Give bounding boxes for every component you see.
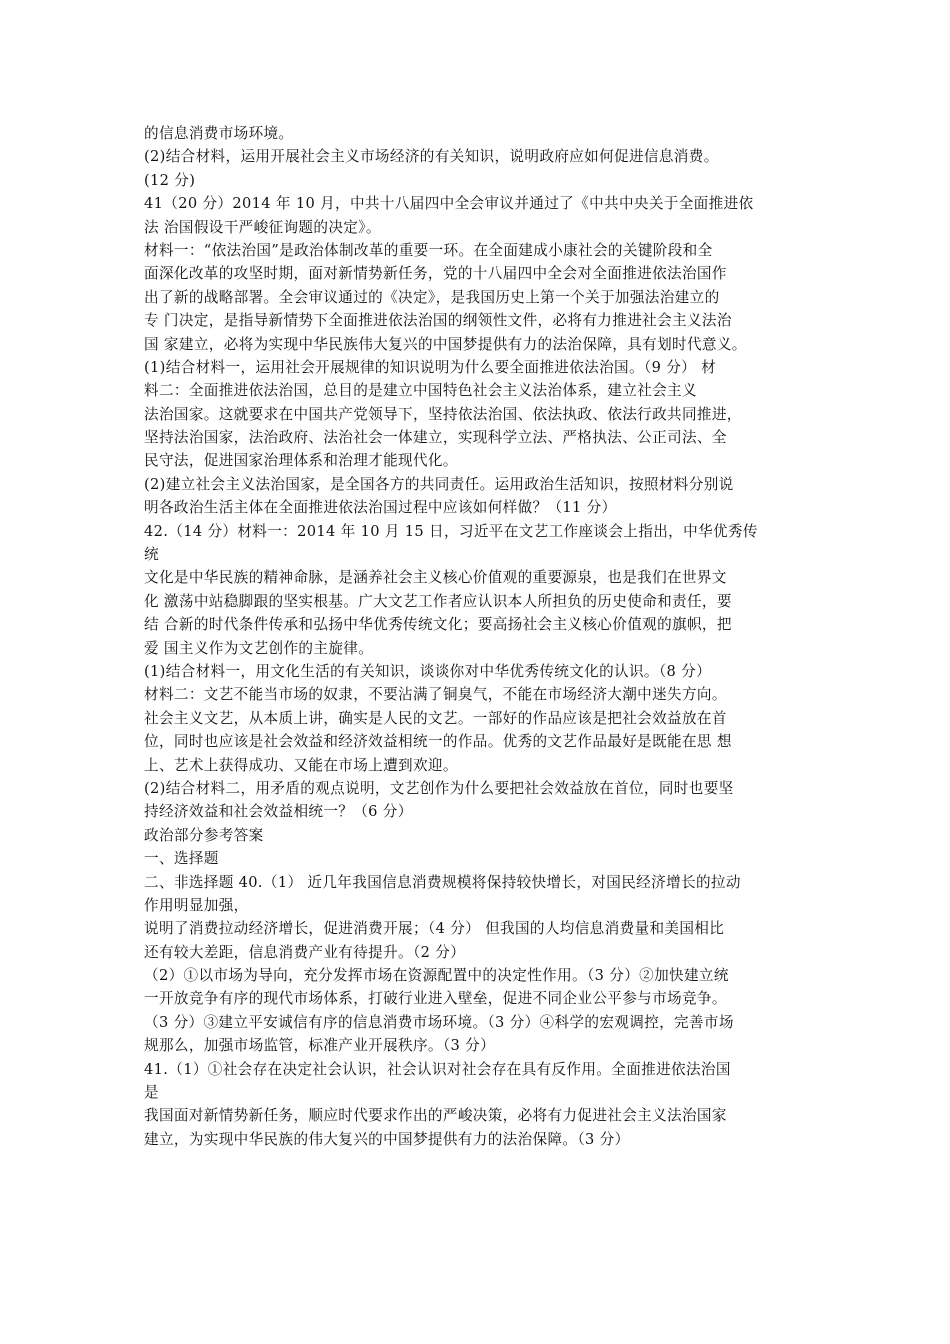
text-line: 二、非选择题 40.（1） 近几年我国信息消费规模将保持较快增长，对国民经济增长的拉动 (144, 873, 741, 891)
text-line: 出了新的战略部署。全会审议通过的《决定》，是我国历史上第一个关于加强法治建立的 (144, 288, 720, 306)
text-line: 法治国家。这就要求在中国共产党领导下，坚持依法治国、依法执政、依法行政共同推进， (144, 405, 742, 423)
text-line: 民守法，促进国家治理体系和治理才能现代化。 (144, 452, 458, 470)
document-body (144, 122, 824, 1151)
text-line: 建立，为实现中华民族的伟大复兴的中国梦提供有力的法治保障。（3 分） (144, 1130, 630, 1148)
text-line: 的信息消费市场环境。 (144, 125, 294, 142)
text-line: 明各政治生活主体在全面推进依法治国过程中应该如何样做？（11 分） (144, 499, 617, 517)
text-line: (2)建立社会主义法治国家，是全国各方的共同责任。运用政治生活知识，按照材料分别说 (144, 475, 734, 493)
text-line: 法 治国假设干严峻征询题的决定》。 (144, 218, 381, 236)
text-line: （3 分）③建立平安诚信有序的信息消费市场环境。（3 分）④科学的宏观调控，完善市场 (144, 1013, 734, 1031)
text-line: 结 合新的时代条件传承和弘扬中华优秀传统文化；要高扬社会主义核心价值观的旗帜，把 (144, 616, 732, 634)
text-line: 41.（1）①社会存在决定社会认识，社会认识对社会存在具有反作用。全面推进依法治国 (144, 1060, 731, 1078)
text-line: 上、艺术上获得成功、又能在市场上遭到欢迎。 (144, 756, 458, 774)
text-line: 材料二：文艺不能当市场的奴隶，不要沾满了铜臭气，不能在市场经济大潮中迷失方向。 (144, 686, 727, 704)
text-line: 我国面对新情势新任务，顺应时代要求作出的严峻决策，必将有力促进社会主义法治国家 (144, 1107, 727, 1125)
text-line: (1)结合材料一，运用社会开展规律的知识说明为什么要全面推进依法治国。（9 分） 材 (144, 358, 717, 376)
text-line: 专 门决定，是指导新情势下全面推进依法治国的纲领性文件，必将有力推进社会主义法治 (144, 312, 732, 330)
text-line: 规那么，加强市场监管，标准产业开展秩序。（3 分） (144, 1037, 496, 1055)
text-line: 是 (144, 1084, 159, 1102)
text-line: (2)结合材料二，用矛盾的观点说明，文艺创作为什么要把社会效益放在首位，同时也要坚 (144, 779, 734, 797)
text-line: (12 分) (144, 171, 196, 189)
text-line: （2）①以市场为导向，充分发挥市场在资源配置中的决定性作用。（3 分）②加快建立统 (144, 967, 729, 985)
text-line: 坚持法治国家，法治政府、法治社会一体建立，实现科学立法、严格执法、公正司法、全 (144, 429, 727, 447)
text-line: 文化是中华民族的精神命脉，是涵养社会主义核心价值观的重要源泉，也是我们在世界文 (144, 569, 727, 587)
text-line: 一开放竞争有序的现代市场体系，打破行业进入壁垒，促进不同企业公平参与市场竞争。 (144, 990, 727, 1008)
text-line: 面深化改革的攻坚时期，面对新情势新任务，党的十八届四中全会对全面推进依法治国作 (144, 265, 727, 283)
text-line: 爱 国主义作为文艺创作的主旋律。 (144, 639, 374, 657)
text-line: 化 激荡中站稳脚跟的坚实根基。广大文艺工作者应认识本人所担负的历史使命和责任，要 (144, 592, 732, 610)
text-line: 统 (144, 546, 159, 564)
text-line: (1)结合材料一，用文化生活的有关知识，谈谈你对中华优秀传统文化的认识。（8 分） (144, 662, 712, 680)
text-line: 位，同时也应该是社会效益和经济效益相统一的作品。优秀的文艺作品最好是既能在思 想 (144, 733, 732, 751)
text-line: 42.（14 分）材料一：2014 年 10 月 15 日，习近平在文艺工作座谈会上指出，中华优秀传 (144, 522, 758, 540)
text-line: (2)结合材料，运用开展社会主义市场经济的有关知识，说明政府应如何促进信息消费。 (144, 148, 719, 166)
text-line: 41（20 分）2014 年 10 月，中共十八届四中全会审议并通过了《中共中央关于全面推进依 (144, 195, 754, 213)
text-line: 还有较大差距，信息消费产业有待提升。（2 分） (144, 943, 466, 961)
text-line: 一、选择题 (144, 850, 219, 868)
text-line: 持经济效益和社会效益相统一？（6 分） (144, 803, 413, 821)
text-line: 国 家建立，必将为实现中华民族伟大复兴的中国梦提供有力的法治保障，具有划时代意义。 (144, 335, 747, 353)
text-line: 政治部分参考答案 (144, 826, 264, 844)
text-line: 说明了消费拉动经济增长，促进消费开展；（4 分） 但我国的人均信息消费量和美国相比 (144, 920, 725, 938)
text-line: 材料一：“依法治国”是政治体制改革的重要一环。在全面建成小康社会的关键阶段和全 (144, 241, 713, 259)
text-line: 作用明显加强， (144, 896, 249, 914)
text-line: 社会主义文艺，从本质上讲，确实是人民的文艺。一部好的作品应该是把社会效益放在首 (144, 709, 727, 727)
text-line: 料二：全面推进依法治国，总目的是建立中国特色社会主义法治体系，建立社会主义 (144, 382, 697, 400)
